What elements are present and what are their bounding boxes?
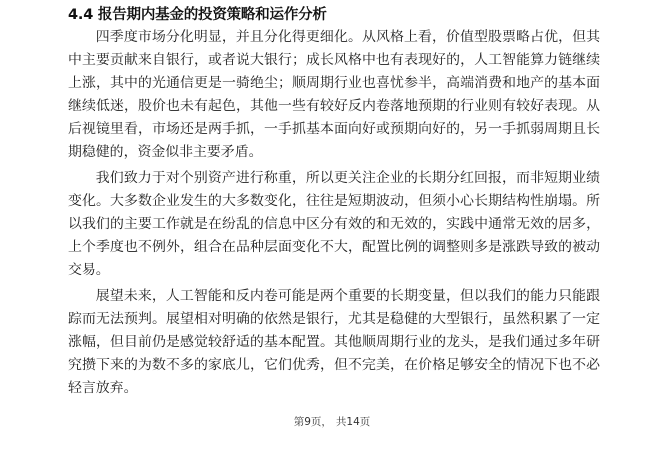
paragraph-outlook: 展望未来，人工智能和反内卷可能是两个重要的长期变量，但以我们的能力只能跟踪而无法预判。展望相对明确的依然是银行，尤其是稳健的大型银行，虽然积累了一定涨幅，但目前仍是感觉较舒适的基本配置。其他顺周期行业的龙头，是我们通过多年研究攒下来的为数不多的家底儿，它们优秀，但不完美，在价格足够安全的情况下也不必轻言放弃。 <box>68 288 600 396</box>
paragraph-investment-approach: 我们致力于对个别资产进行称重，所以更关注企业的长期分红回报，而非短期业绩变化。大多数企业发生的大多数变化，往往是短期波动，但须小心长期结构性崩塌。所以我们的主要工作就是在纷乱的信息中区分有效的和无效的，实践中通常无效的居多，上个季度也不例外，组合在品种层面变化不大，配置比例的调整则多是涨跌导致的被动交易。 <box>68 170 600 278</box>
section-title: 4.4 报告期内基金的投资策略和运作分析 <box>68 7 327 23</box>
document-content <box>68 4 600 403</box>
page-footer <box>0 414 660 430</box>
paragraph-market-review: 四季度市场分化明显，并且分化得更细化。从风格上看，价值型股票略占优，但其中主要贡献来自银行，或者说大银行；成长风格中也有表现好的，人工智能算力链继续上涨，其中的光通信更是一骑绝尘；顺周期行业也喜忧参半，高端消费和地产的基本面继续低迷，股价也未有起色，其他一些有较好反内卷落地预期的行业则有较好表现。从后视镜里看，市场还是两手抓，一手抓基本面向好或预期向好的，另一手抓弱周期且长期稳健的，资金似非主要矛盾。 <box>68 29 600 160</box>
page-number: 第9页， <box>293 416 332 428</box>
page-total: 共14页 <box>335 416 371 428</box>
